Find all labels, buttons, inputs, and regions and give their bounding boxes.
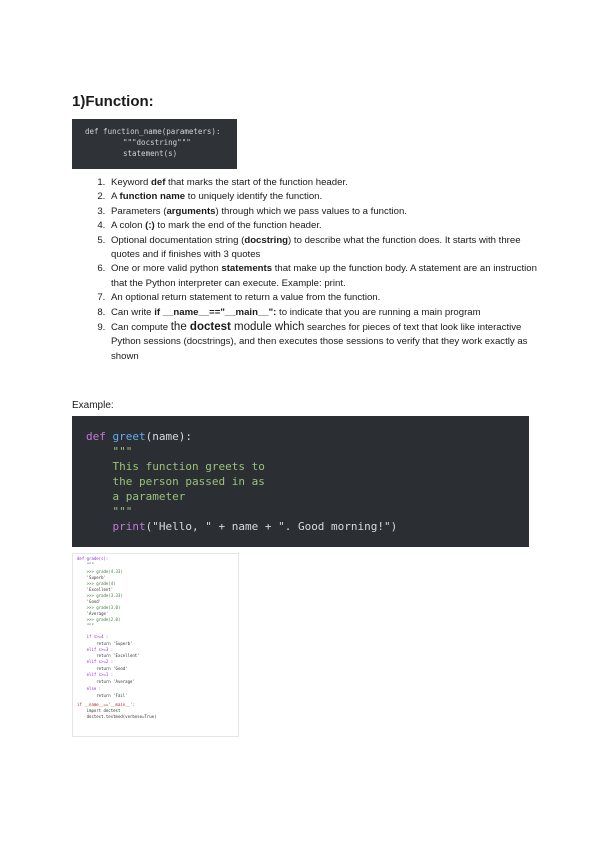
code-line: elif s>=3 : xyxy=(77,647,114,652)
code-line: return 'Fail' xyxy=(77,693,128,698)
example-label: Example: xyxy=(72,400,114,411)
code-line: 'Average' xyxy=(77,611,109,616)
code-line: """ xyxy=(77,562,94,567)
code-line: import doctest xyxy=(77,708,121,713)
code-line: 'Good' xyxy=(77,599,102,604)
list-item: 2. A function name to uniquely identify the function. xyxy=(108,190,548,204)
code-line: """ xyxy=(77,623,94,628)
list-item: 7. An optional return statement to return a value from the function. xyxy=(108,291,548,305)
code-line: >>> grade(3.0) xyxy=(77,605,121,610)
code-line: else : xyxy=(77,686,102,691)
code-line: 'Excellent' xyxy=(77,587,114,592)
code-line: >>> grade(2.0) xyxy=(77,617,121,622)
example-code-block: def greet(name): """ This function greets to the person passed in as a parameter """ print("Hello, " + name + ". Good morning!") xyxy=(72,416,529,547)
code-line: """docstring""" xyxy=(123,138,191,147)
list-item: 1. Keyword def that marks the start of the function header. xyxy=(108,176,548,190)
code-line: >>> grade(4.33) xyxy=(77,569,123,574)
function-parts-list xyxy=(83,176,548,364)
list-item: 4. A colon (:) to mark the end of the function header. xyxy=(108,219,548,233)
list-item: 5. Optional documentation string (docstring) to describe what the function does. It starts with three quotes and if finishes with 3 quotes xyxy=(108,234,548,263)
code-line: if s>=4 : xyxy=(77,634,109,639)
code-line: if __name__=='__main__': xyxy=(77,702,135,707)
code-line: >>> grade(3.33) xyxy=(77,593,123,598)
list-item: 9. Can compute the doctest module which searches for pieces of text that look like interactive Python sessions (docstrings), and then executes those sessions to verify that they work exactly as shown xyxy=(108,320,548,364)
code-line: def grade(s): xyxy=(77,556,109,561)
code-line: >>> grade(4) xyxy=(77,581,116,586)
code-line: 'Superb' xyxy=(77,575,106,580)
section-heading: 1)Function: xyxy=(72,93,154,110)
function-syntax-code-block xyxy=(72,119,237,169)
code-line: return 'Good' xyxy=(77,666,128,671)
doctest-code-screenshot xyxy=(72,553,239,737)
code-line: return 'Average' xyxy=(77,679,135,684)
list-item: 6. One or more valid python statements that make up the function body. A statement are an instruction that the Python interpreter can execute. Example: print. xyxy=(108,262,548,291)
code-line: elif s>=2 : xyxy=(77,659,114,664)
list-item: 3. Parameters (arguments) through which we pass values to a function. xyxy=(108,205,548,219)
code-line: return 'Superb' xyxy=(77,641,133,646)
code-line: def function_name(parameters): xyxy=(85,127,221,136)
code-line: return 'Excellent' xyxy=(77,653,140,658)
list-item: 8. Can write if __name__=="__main__": to indicate that you are running a main program xyxy=(108,306,548,320)
code-line: elif s>=1 : xyxy=(77,672,114,677)
code-line: doctest.testmod(verbose=True) xyxy=(77,714,157,719)
code-line: statement(s) xyxy=(123,149,178,158)
